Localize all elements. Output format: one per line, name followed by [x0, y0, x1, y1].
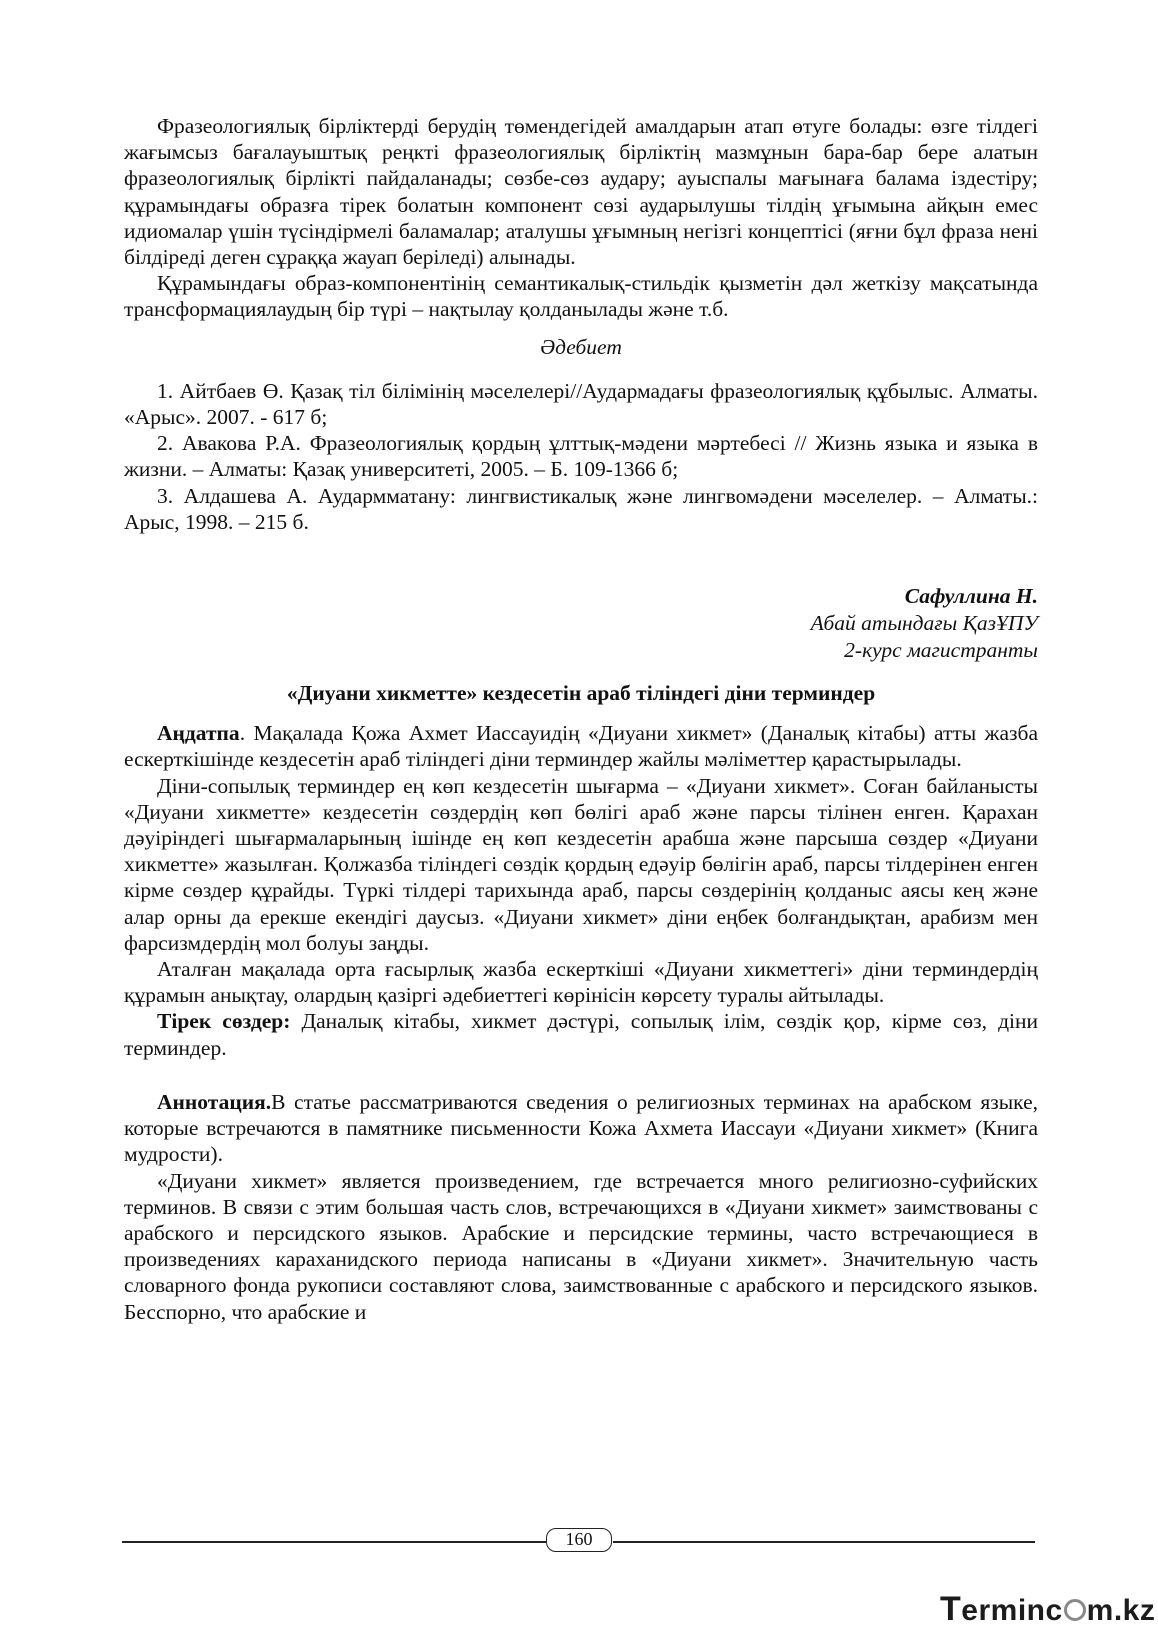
russian-abstract [124, 1089, 1038, 1168]
author-affiliation: Абай атындағы ҚазҰПУ [810, 611, 1038, 636]
russian-abstract-paragraph: «Диуани хикмет» является произведением, где встречается много религиозно-суфийских терминов. В связи с этим большая часть слов, встречающихся в «Диуани хикмет» заимствованы с арабского и персидского языков. Арабские и персидские термины, часто встречающиеся в произведениях караханидского периода написаны в «Диуани хикмет». Значительную часть словарного фонда рукописи составляют слова, заимствованные с арабского и персидского языков. Бесспорно, что арабские и [124, 1168, 1038, 1324]
page-content [124, 113, 1038, 1325]
author-status: 2-курс магистранты [844, 638, 1038, 663]
logo-t-glyph: T [940, 1590, 962, 1628]
keywords-text: Даналық кітабы, хикмет дәстүрі, сопылық ілім, сөздік қор, кірме сөз, діни терминдер. [124, 1009, 1038, 1060]
reference-item: 3. Алдашева А. Аудармматану: лингвистикалық және лингвомәдени мәселелер. – Алматы.: Арыс, 1998. – 215 б. [124, 483, 1038, 534]
kazakh-abstract-paragraph: Аталған мақалада орта ғасырлық жазба ескерткіші «Диуани хикметтегі» діни терминдердің құрамын анықтау, олардың қазіргі әдебиеттегі көрінісін көрсету туралы айтылады. [124, 957, 1038, 1008]
kazakh-abstract [124, 720, 1038, 772]
keywords [124, 1008, 1038, 1060]
body-paragraph: Фразеологиялық бірліктерді берудің төмендегідей амалдарын атап өтуге болады: өзге тілдегі жағымсыз бағалауыштық реңкті фразеологиялық бірліктің мазмұнын бара-бар бере алатын фразеологиялық бірлікті пайдаланады; сөзбе-сөз аудару; ауыспалы мағынаға балама іздестіру; құрамындағы образға тірек болатын компонент сөзі аударылушы тілдің ұғымына айқын емес идиомалар үшін түсіндірмелі баламалар; аталушы ұғымның негізгі концептісі (яғни бұл фраза нені білдіреді деген сұраққа жауап беріледі) алынады. [124, 114, 1038, 270]
footer-rule-left [122, 1541, 546, 1543]
kazakh-abstract-text: . Мақалада Қожа Ахмет Иассауидің «Диуани хикмет» (Даналық кітабы) атты жазба ескерткішінде кездесетін араб тіліндегі діни терминдер жайлы мәліметтер қарастырылады. [124, 721, 1038, 772]
reference-item: 1. Айтбаев Ө. Қазақ тіл білімінің мәселелері//Аудармадағы фразеологиялық құбылыс. Алматы. «Арыс». 2007. - 617 б; [124, 378, 1038, 430]
russian-abstract-label: Аннотация. [157, 1089, 272, 1114]
footer-rule-right [613, 1541, 1035, 1543]
watermark-logo: Terminc m.kz [940, 1590, 1156, 1628]
page-number: 160 [546, 1528, 612, 1552]
logo-c-glyph: c [1045, 1594, 1063, 1627]
article-title: «Диуани хикметте» кездесетін араб тіліндегі діни терминдер [286, 681, 876, 706]
literature-heading: Әдебиет [540, 334, 622, 359]
reference-item: 2. Авакова Р.А. Фразеологиялық қордың ұлттық-мәдени мәртебесі // Жизнь языка и языка в жизни. – Алматы: Қазақ университеті, 2005. – Б. 109-1366 б; [124, 431, 1038, 482]
body-paragraph: Құрамындағы образ-компонентінің семантикалық-стильдік қызметін дәл жеткізу мақсатында трансформациялаудың бір түрі – нақтылау қолданылады және т.б. [124, 271, 1038, 322]
keywords-label: Тірек сөздер: [157, 1009, 291, 1034]
kazakh-abstract-paragraph: Діни-сопылық терминдер ең көп кездесетін шығарма – «Диуани хикмет». Соған байланысты «Диуани хикметте» кездесетін сөздердің көп бөлігі араб және парсы тілінен енген. Қарахан дәуіріндегі шығармаларының ішінде ең көп кездесетін арабша және парсыша сөздер «Диуани хикметте» жазылған. Қолжазба тіліндегі сөздік қордың едәуір бөлігін араб, парсы тілдерінен енген кірме сөздер құрайды. Түркі тілдері тарихында араб, парсы сөздерінің қолданыс аясы кең және алар орны да ерекше екендігі даусыз. «Диуани хикмет» діни еңбек болғандықтан, арабизм мен фарсизмдердің мол болуы заңды. [124, 773, 1038, 955]
author-name: Сафуллина Н. [904, 584, 1038, 609]
kazakh-abstract-label: Аңдатпа [157, 721, 240, 746]
logo-circle-icon [1064, 1599, 1086, 1621]
author-block [124, 583, 1038, 664]
russian-abstract-text: В статье рассматриваются сведения о религиозных терминах на арабском языке, которые встречаются в памятнике письменности Кожа Ахмета Иассауи «Диуани хикмет» (Книга мудрости). [124, 1089, 1038, 1167]
